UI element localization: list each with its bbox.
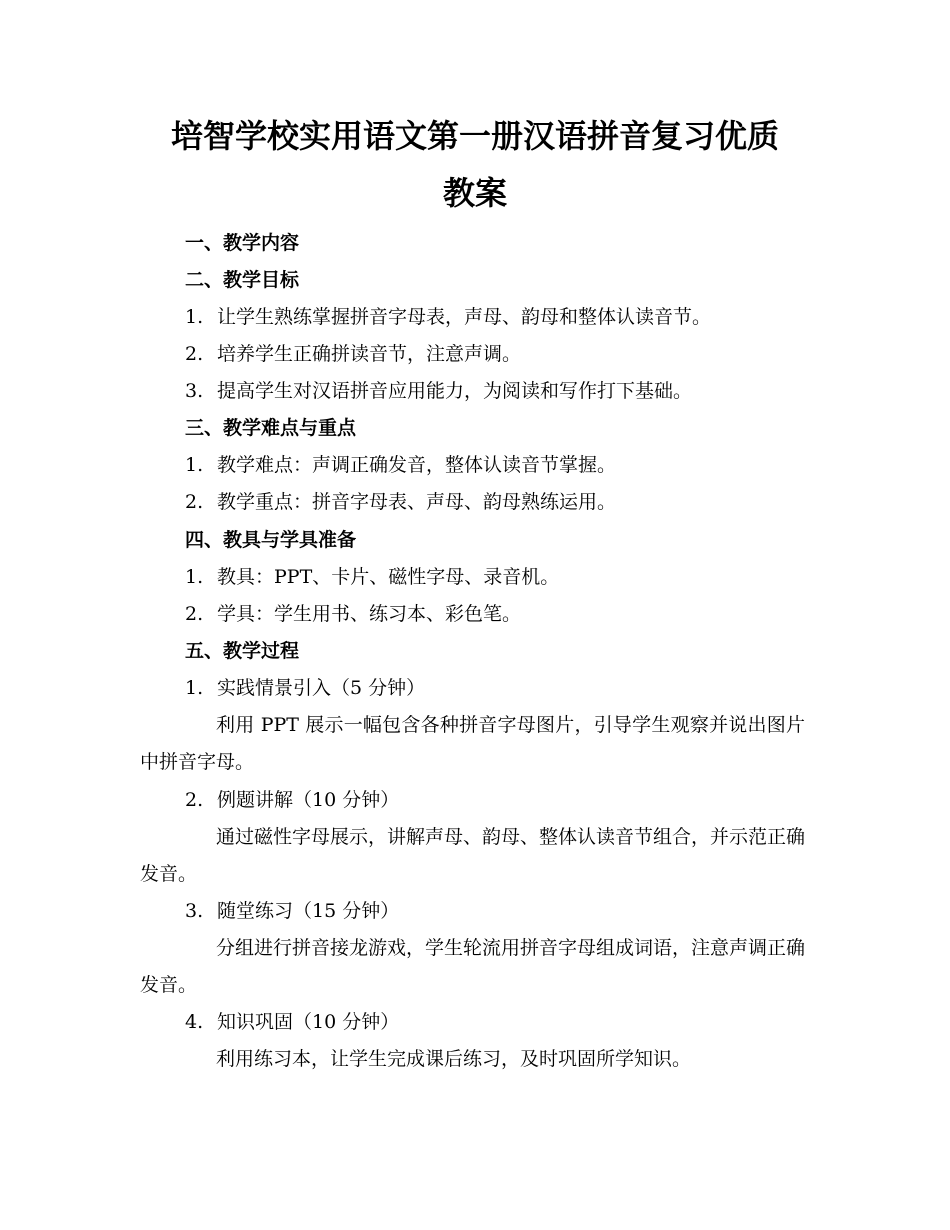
list-item-text: 培养学生正确拼读音节，注意声调。 [217,343,522,365]
section-heading-materials: 四、教具与学具准备 [185,529,357,551]
step-title [185,1009,399,1035]
section-heading-process: 五、教学过程 [185,640,300,662]
step-number: 4. [185,1011,204,1033]
document-title-line-1: 培智学校实用语文第一册汉语拼音复习优质 [170,117,779,155]
list-item-number: 1. [185,566,204,588]
list-item-number: 3. [185,380,204,402]
step-label: 知识巩固（10 分钟） [217,1011,400,1033]
step-number: 2. [185,789,204,811]
step-paragraph: 通过磁性字母展示，讲解声母、韵母、整体认读音节组合，并示范正确发音。 [140,826,806,885]
list-item [185,378,692,404]
list-item [185,341,521,367]
list-item-text: 让学生熟练掌握拼音字母表，声母、韵母和整体认读音节。 [217,306,712,328]
section-heading-key-points: 三、教学难点与重点 [185,417,357,439]
step-label: 实践情景引入（5 分钟） [217,677,426,699]
list-item [185,452,616,478]
list-item-text: 教学难点：声调正确发音，整体认读音节掌握。 [217,454,617,476]
step-title [185,787,399,813]
list-item-number: 2. [185,491,204,513]
list-item-number: 2. [185,343,204,365]
step-label: 随堂练习（15 分钟） [217,900,400,922]
list-item-text: 提高学生对汉语拼音应用能力，为阅读和写作打下基础。 [217,380,693,402]
step-number: 1. [185,677,204,699]
step-paragraph: 利用 PPT 展示一幅包含各种拼音字母图片，引导学生观察并说出图片中拼音字母。 [140,714,805,773]
list-item-number: 1. [185,306,204,328]
step-number: 3. [185,900,204,922]
step-title [185,675,425,701]
list-item-number: 1. [185,454,204,476]
section-heading-content: 一、教学内容 [185,232,300,254]
document-title-line-2: 教案 [442,174,507,212]
section-heading-goals: 二、教学目标 [185,269,300,291]
list-item [185,601,521,627]
step-paragraph: 利用练习本，让学生完成课后练习，及时巩固所学知识。 [216,1048,692,1070]
step-paragraph: 分组进行拼音接龙游戏，学生轮流用拼音字母组成词语，注意声调正确发音。 [140,937,806,996]
step-title [185,898,399,924]
list-item-text: 学具：学生用书、练习本、彩色笔。 [217,603,522,625]
list-item [185,304,711,330]
list-item-text: 教学重点：拼音字母表、声母、韵母熟练运用。 [217,491,617,513]
list-item-text: 教具：PPT、卡片、磁性字母、录音机。 [217,566,560,588]
list-item [185,564,559,590]
list-item [185,489,616,515]
list-item-number: 2. [185,603,204,625]
step-label: 例题讲解（10 分钟） [217,789,400,811]
